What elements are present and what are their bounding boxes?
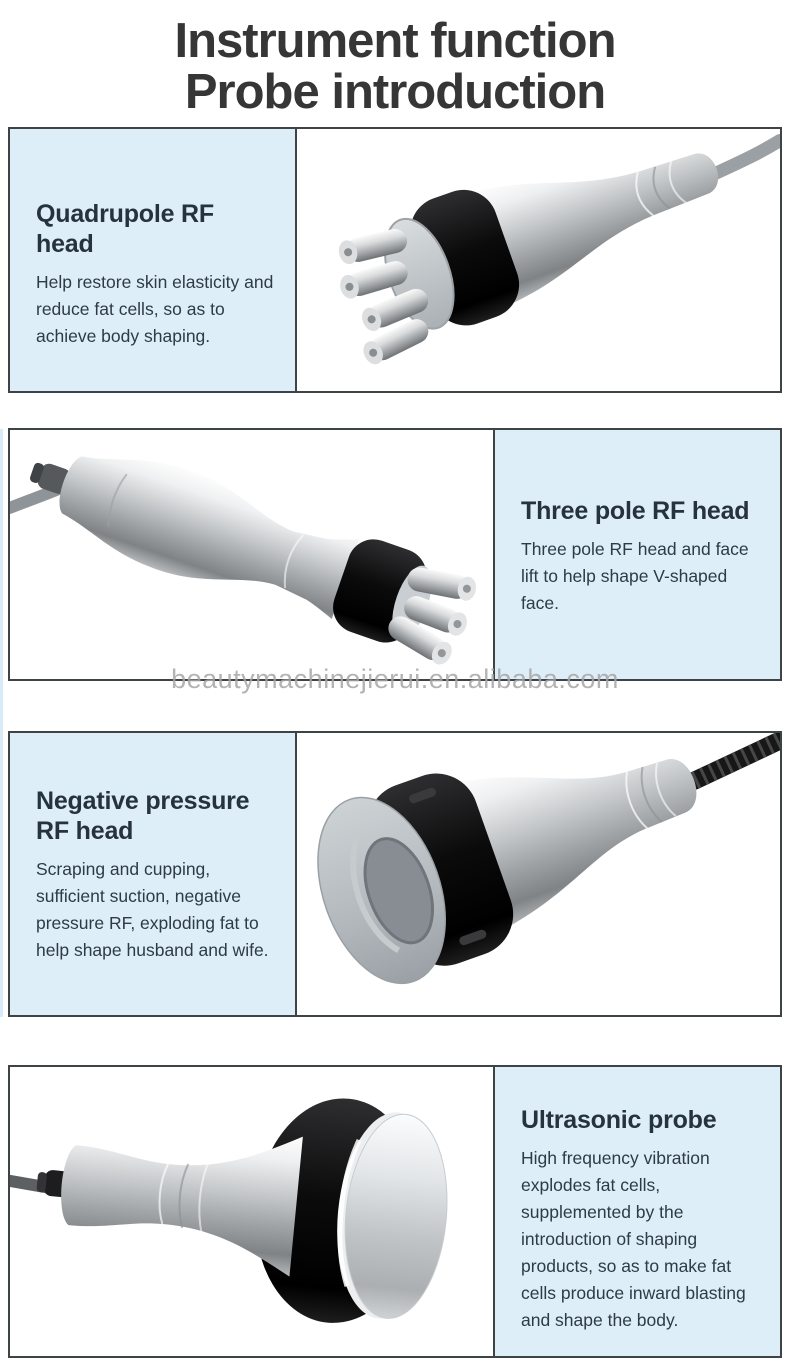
- quadrupole-heading: Quadrupole RF head: [36, 200, 214, 258]
- negative-pressure-rf-head-photo: [297, 733, 780, 1015]
- three-pole-rf-head-illustration: [10, 430, 493, 679]
- quadrupole-description: Help restore skin elasticity and reduce fat cells, so as to achieve body shaping.: [36, 272, 274, 346]
- quadrupole-rf-head-illustration: [297, 129, 780, 391]
- three-pole-rf-head-photo: [10, 430, 493, 679]
- section-quadrupole-rf-head: [8, 127, 782, 393]
- quadrupole-rf-head-photo: [297, 129, 780, 391]
- negative-pressure-rf-head-illustration: [297, 733, 780, 1015]
- negative-pressure-description: Scraping and cupping, sufficient suction, negative pressure RF, exploding fat to help shape husband and wife.: [36, 859, 269, 960]
- ultrasonic-text-panel: [493, 1067, 780, 1356]
- ultrasonic-heading: Ultrasonic probe: [521, 1106, 717, 1134]
- page-title: [0, 16, 790, 118]
- watermark: beautymachinejierui.en.alibaba.com: [171, 664, 619, 694]
- ultrasonic-description: High frequency vibration explodes fat cells, supplemented by the introduction of shaping products, so as to make fat cells produce inward blasting and shape the body.: [521, 1148, 746, 1330]
- page-title-line-1: Instrument function: [174, 14, 616, 68]
- three-pole-description: Three pole RF head and face lift to help shape V-shaped face.: [521, 539, 749, 613]
- section-ultrasonic-probe: [8, 1065, 782, 1358]
- quadrupole-text-panel: [10, 129, 297, 391]
- negative-pressure-text-panel: [10, 733, 297, 1015]
- decorative-edge-strip: [0, 429, 3, 1017]
- section-negative-pressure-rf-head: [8, 731, 782, 1017]
- negative-pressure-heading: Negative pressure RF head: [36, 787, 250, 845]
- ultrasonic-probe-illustration: [10, 1067, 493, 1356]
- ultrasonic-probe-photo: [10, 1067, 493, 1356]
- page-title-line-2: Probe introduction: [184, 65, 606, 119]
- three-pole-heading: Three pole RF head: [521, 497, 750, 525]
- three-pole-text-panel: [493, 430, 780, 679]
- section-three-pole-rf-head: [8, 428, 782, 681]
